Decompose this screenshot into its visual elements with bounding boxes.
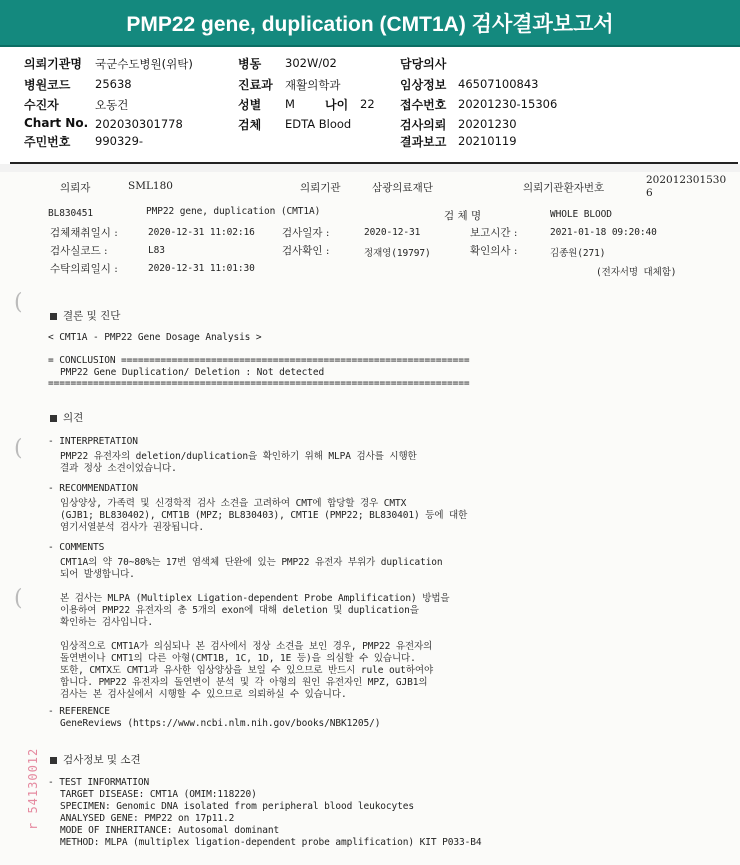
receipt-value: 20201230-15306 <box>458 97 558 111</box>
conclusion-text: PMP22 Gene Duplication/ Deletion : Not detected <box>60 367 325 378</box>
ward-label: 병동 <box>238 57 262 71</box>
comments-heading: - COMMENTS <box>48 542 105 553</box>
test-info-line: ANALYSED GENE: PMP22 on 17p11.2 <box>60 813 235 824</box>
barcode-stamp: r 54130012 <box>26 747 40 830</box>
comments-line: CMT1A의 약 70~80%는 17번 염색체 단완에 있는 PMP22 유전자 부위가 duplication <box>60 557 443 568</box>
age-value: 22 <box>360 97 375 111</box>
received-label: 수탁의뢰일시 : <box>50 263 118 275</box>
reference-link: GeneReviews (https://www.ncbi.nlm.nih.gov/books/NBK1205/) <box>60 718 381 729</box>
chart-value: 202030301778 <box>95 117 183 131</box>
comments-line: 확인하는 검사입니다. <box>60 617 153 628</box>
scanned-report <box>0 172 740 865</box>
collect-value: 2020-12-31 11:02:16 <box>148 227 255 238</box>
hospital-code-value: 25638 <box>95 77 132 91</box>
punch-hole: ( <box>14 586 23 611</box>
req-patient-value-2: 6 <box>646 187 653 199</box>
comments-line: 이용하여 PMP22 유전자의 총 5개의 exon에 대해 deletion 및 duplication을 <box>60 605 419 616</box>
section-opinion-heading <box>50 410 83 425</box>
dept-value: 재활의학과 <box>285 78 341 92</box>
report-date-value: 20210119 <box>458 134 517 148</box>
comments-line: 되어 발생합니다. <box>60 569 135 580</box>
analysis-title: < CMT1A - PMP22 Gene Dosage Analysis > <box>48 332 262 343</box>
test-info-line: SPECIMEN: Genomic DNA isolated from peripheral blood leukocytes <box>60 801 415 812</box>
punch-hole: ( <box>14 436 23 461</box>
hospital-code-label: 병원코드 <box>24 78 71 92</box>
comments-line: 합니다. PMP22 유전자의 돌연변이 분석 및 각 아형의 원인 유전자인 MPZ, GJB1의 <box>60 677 428 688</box>
report-date-label: 결과보고 <box>400 135 447 149</box>
test-date-value: 2020-12-31 <box>364 227 421 238</box>
recommendation-line: 염기서열분석 검사가 권장됩니다. <box>60 522 204 533</box>
conclusion-heading: = CONCLUSION ============================================================== <box>48 355 470 366</box>
test-info-heading: - TEST INFORMATION <box>48 777 150 788</box>
interpretation-line: 결과 정상 소견이었습니다. <box>60 463 177 474</box>
recommendation-line: 임상양상, 가족력 및 신경학적 검사 소견을 고려하여 CMT에 합당할 경우 CMTX <box>60 498 407 509</box>
section-conclusion-text: 결론 및 진단 <box>63 310 121 322</box>
section-testinfo-heading <box>50 752 141 767</box>
specimen-label: 검체 <box>238 118 262 132</box>
comments-line: 돌연변이나 CMT1의 다른 아형(CMT1B, 1C, 1D, 1E 등)을 의심할 수 있습니다. <box>60 653 416 664</box>
confirm-value: 정재영(19797) <box>364 248 431 259</box>
specimen-value: EDTA Blood <box>285 117 352 131</box>
interpretation-heading: - INTERPRETATION <box>48 436 138 447</box>
receiver-label: 수진자 <box>24 98 59 112</box>
ward-value: 302W/02 <box>285 56 337 70</box>
requester-value: SML180 <box>128 180 173 192</box>
report-title: PMP22 gene, duplication (CMT1A) 검사결과보고서 <box>0 0 740 47</box>
req-patient-label: 의뢰기관환자번호 <box>523 182 605 194</box>
received-value: 2020-12-31 11:01:30 <box>148 263 255 274</box>
comments-line: 본 검사는 MLPA (Multiplex Ligation-dependent Probe Amplification) 방법을 <box>60 593 450 604</box>
recommendation-line: (GJB1; BL830402), CMT1B (MPZ; BL830403), CMT1E (PMP22; BL830401) 등에 대한 <box>60 510 468 521</box>
receipt-label: 접수번호 <box>400 98 447 112</box>
sex-value: M <box>285 97 295 111</box>
section-conclusion-heading <box>50 308 120 323</box>
recommendation-heading: - RECOMMENDATION <box>48 483 138 494</box>
resident-label: 주민번호 <box>24 135 71 149</box>
institution-value: 국군수도병원(위탁) <box>95 57 193 71</box>
confirm-doctor-label: 확인의사 : <box>470 245 518 257</box>
confirm-doctor-value: 김종원(271) <box>550 248 606 259</box>
interpretation-line: PMP22 유전자의 deletion/duplication을 확인하기 위해 MLPA 검사를 시행한 <box>60 451 417 462</box>
req-org-label: 의뢰기관 <box>300 182 341 194</box>
test-name: PMP22 gene, duplication (CMT1A) <box>146 206 321 217</box>
esign-note: (전자서명 대체함) <box>596 267 677 278</box>
comments-line: 검사는 본 검사실에서 시행할 수 있으므로 의뢰하실 수 있습니다. <box>60 689 347 700</box>
chart-label: Chart No. <box>24 116 89 130</box>
requester-label: 의뢰자 <box>60 182 91 194</box>
room-value: L83 <box>148 245 165 256</box>
doctor-label: 담당의사 <box>400 57 447 71</box>
dept-label: 진료과 <box>238 78 273 92</box>
request-value: 20201230 <box>458 117 517 131</box>
report-time-label: 보고시간 : <box>470 227 518 239</box>
test-info-line: METHOD: MLPA (multiplex ligation-dependent probe amplification) KIT P033-B4 <box>60 837 482 848</box>
age-label: 나이 <box>325 98 349 112</box>
test-info-line: TARGET DISEASE: CMT1A (OMIM:118220) <box>60 789 257 800</box>
comments-line: 임상적으로 CMT1A가 의심되나 본 검사에서 정상 소견을 보인 경우, PMP22 유전자의 <box>60 641 433 652</box>
punch-hole: ( <box>14 290 23 315</box>
report-time-value: 2021-01-18 09:20:40 <box>550 227 657 238</box>
conclusion-rule: =========================================================================== <box>48 378 470 389</box>
resident-value: 990329- <box>95 134 144 148</box>
collect-label: 검체채취일시 : <box>50 227 118 239</box>
comments-line: 또한, CMTX도 CMT1과 유사한 임상양상을 보일 수 있으므로 반드시 rule out하여야 <box>60 665 434 676</box>
room-label: 검사실코드 : <box>50 245 108 257</box>
report-header <box>0 53 740 153</box>
confirm-label: 검사확인 : <box>282 245 330 257</box>
req-org-value: 삼광의료재단 <box>372 182 433 194</box>
institution-label: 의뢰기관명 <box>24 57 82 71</box>
request-label: 검사의뢰 <box>400 118 447 132</box>
test-info-line: MODE OF INHERITANCE: Autosomal dominant <box>60 825 280 836</box>
test-date-label: 검사일자 : <box>282 227 330 239</box>
reference-heading: - REFERENCE <box>48 706 110 717</box>
section-opinion-text: 의견 <box>63 412 84 424</box>
req-patient-value-1: 202012301530 <box>646 174 727 186</box>
specimen-name-label: 검 체 명 <box>444 210 482 222</box>
sex-label: 성별 <box>238 98 262 112</box>
receiver-value: 오동건 <box>95 98 129 112</box>
clinical-label: 임상정보 <box>400 78 447 92</box>
section-testinfo-text: 검사정보 및 소견 <box>63 754 141 766</box>
clinical-value: 46507100843 <box>458 77 539 91</box>
specimen-name-value: WHOLE BLOOD <box>550 209 612 220</box>
test-code: BL830451 <box>48 208 93 219</box>
